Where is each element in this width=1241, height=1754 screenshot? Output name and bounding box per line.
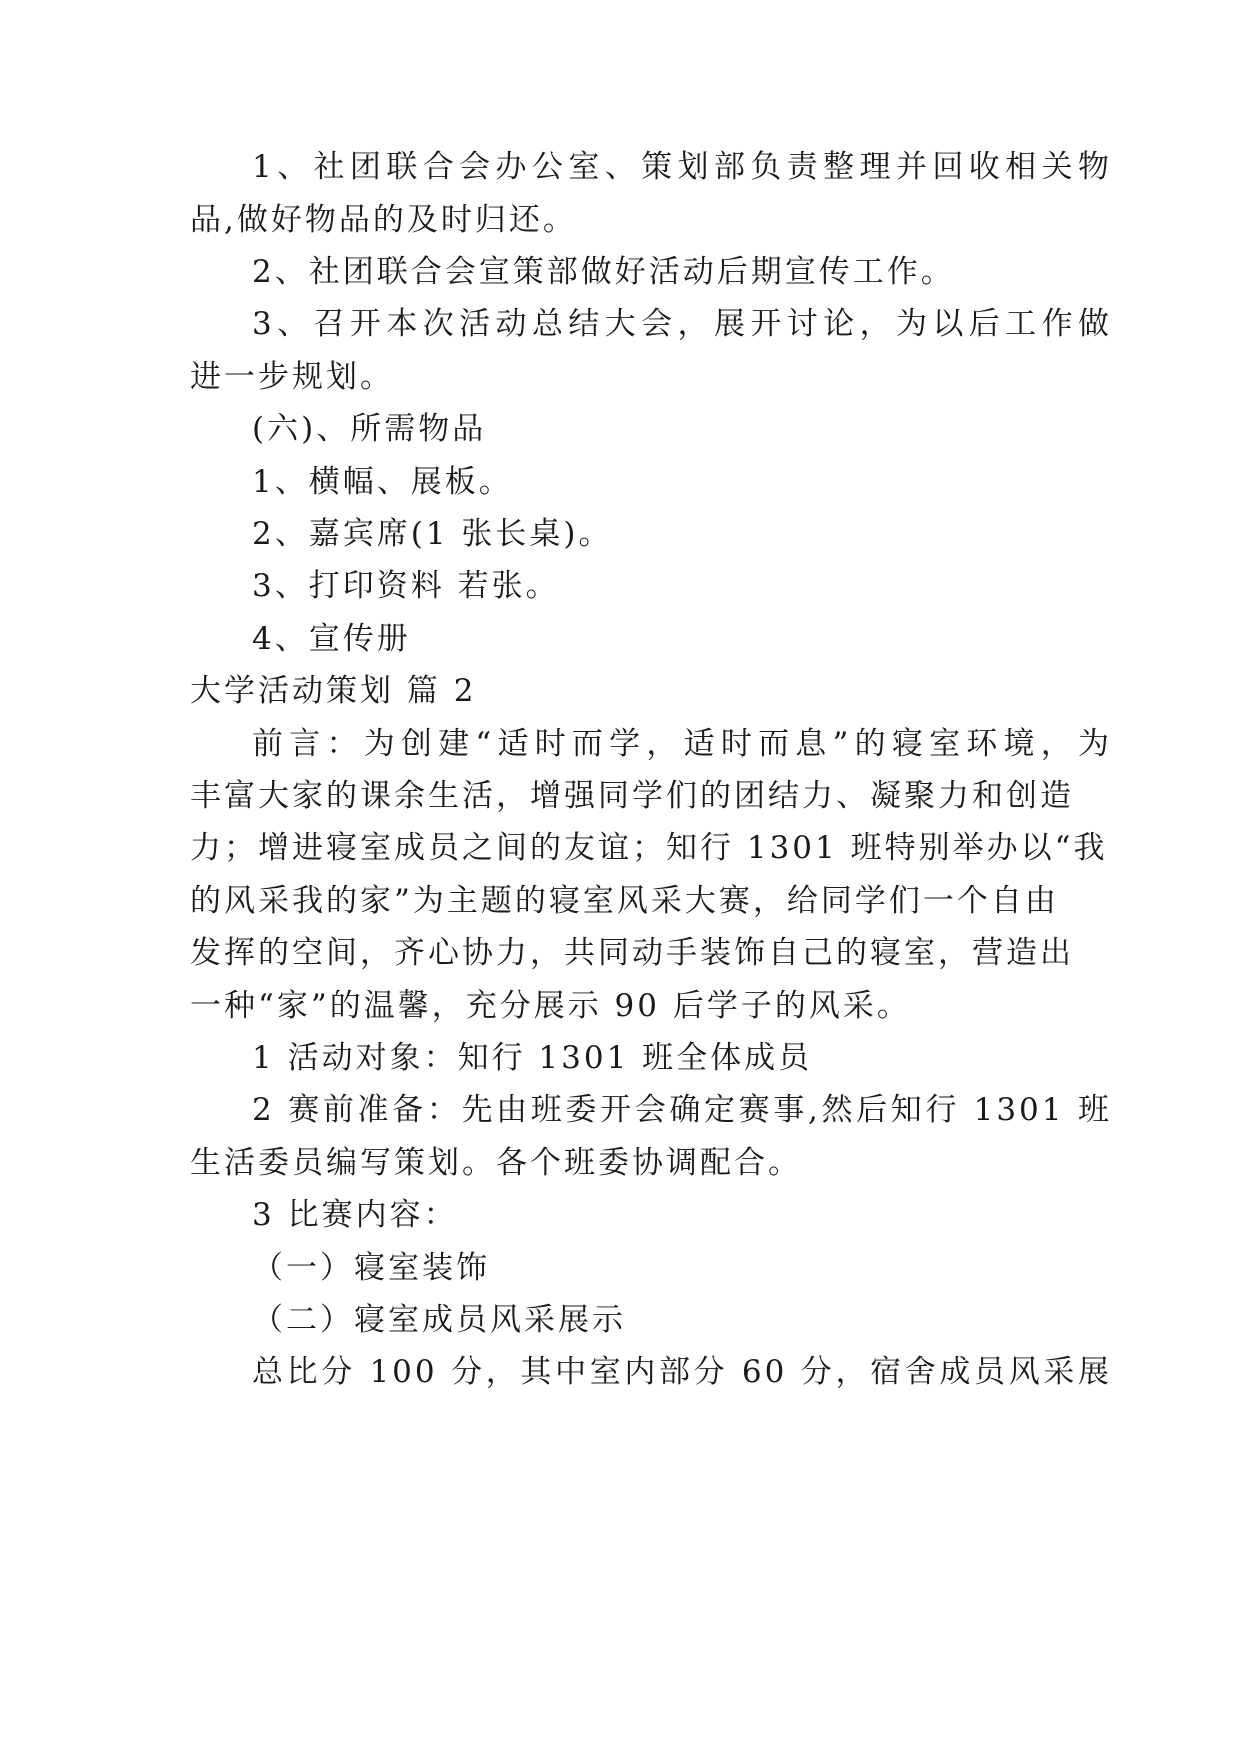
list-item: 4、宣传册 — [252, 621, 411, 657]
list-item: 3、打印资料 若张。 — [252, 568, 560, 604]
list-item: （一）寝室装饰 — [252, 1250, 490, 1286]
list-item: （二）寝室成员风采展示 — [252, 1302, 626, 1338]
paragraph-line: 1 活动对象：知行 1301 班全体成员 — [252, 1040, 813, 1076]
paragraph-line: 丰富大家的课余生活，增强同学们的团结力、凝聚力和创造 — [190, 778, 1074, 814]
list-item: 1、横幅、展板。 — [252, 464, 513, 500]
paragraph-line: 品,做好物品的及时归还。 — [190, 202, 577, 238]
paragraph-line: 生活委员编写策划。各个班委协调配合。 — [190, 1145, 802, 1181]
paragraph-line: 3、召开本次活动总结大会，展开讨论，为以后工作做 — [252, 306, 1112, 342]
article-title: 大学活动策划 篇 2 — [190, 673, 477, 709]
paragraph-line: 进一步规划。 — [190, 359, 394, 395]
paragraph-line: 2、社团联合会宣策部做好活动后期宣传工作。 — [252, 254, 955, 290]
paragraph-line: 力；增进寝室成员之间的友谊；知行 1301 班特别举办以“我 — [190, 830, 1108, 866]
section-heading: 3 比赛内容： — [252, 1197, 458, 1233]
paragraph-line: 一种“家”的温馨，充分展示 90 后学子的风采。 — [190, 988, 911, 1024]
paragraph-line: 前言：为创建“适时而学，适时而息”的寝室环境，为 — [252, 726, 1112, 762]
paragraph-line: 的风采我的家”为主题的寝室风采大赛，给同学们一个自由 — [190, 883, 1059, 919]
paragraph-line: 1、社团联合会办公室、策划部负责整理并回收相关物 — [252, 149, 1112, 185]
paragraph-line: 发挥的空间，齐心协力，共同动手装饰自己的寝室，营造出 — [190, 935, 1074, 971]
list-item: 2、嘉宾席(1 张长桌)。 — [252, 516, 613, 552]
paragraph-line: 2 赛前准备：先由班委开会确定赛事,然后知行 1301 班 — [252, 1092, 1112, 1128]
paragraph-line: 总比分 100 分，其中室内部分 60 分，宿舍成员风采展 — [252, 1354, 1112, 1390]
section-heading: (六)、所需物品 — [252, 411, 487, 447]
